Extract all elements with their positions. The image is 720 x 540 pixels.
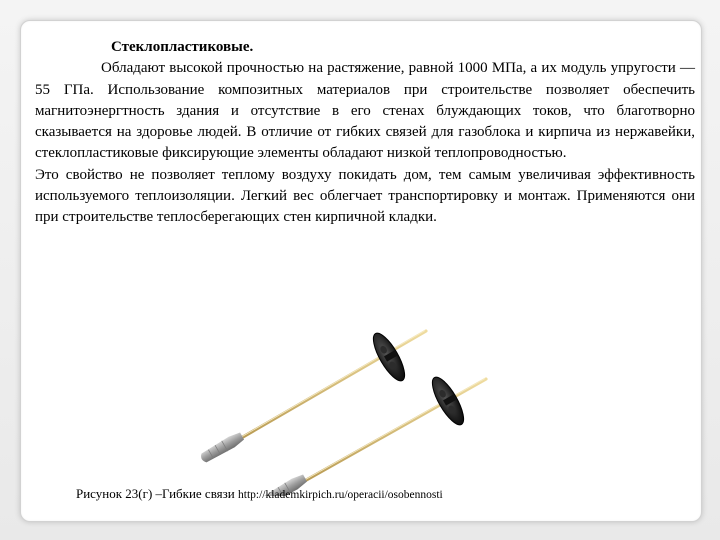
flexible-ties-photo	[161, 321, 491, 496]
figure-caption	[76, 486, 636, 502]
caption-url: http://klademkirpich.ru/operacii/osobennosti	[238, 489, 443, 501]
tie-lower	[262, 373, 486, 496]
paragraph-2: Это свойство не позволяет теплому воздуху покидать дом, тем самым увеличивая эффективность используемого теплоизоляции. Легкий вес облегчает транспортировку и монтаж. Применяются они при строительстве теплосберегающих стен кирпичной кладки.	[35, 166, 695, 226]
caption-label: Рисунок 23(г) –Гибкие связи	[76, 486, 235, 501]
body-text	[35, 37, 695, 229]
section-heading: Стеклопластиковые.	[111, 39, 254, 55]
tie-upper	[199, 329, 426, 464]
content-card	[20, 20, 702, 522]
paragraph-1: Обладают высокой прочностью на растяжение, равной 1000 МПа, а их модуль упругости — 55 ГПа. Использование композитных материалов при строительстве позволяет обеспечить магнитоэнергтность здания и отсутствие в его стенах блуждающих токов, что благотворно сказывается на здоровье людей. В отличие от гибких связей для газоблока и кирпича из нержавейки, стеклопластиковые фиксирующие элементы обладают низкой теплопроводностью.	[35, 60, 695, 162]
